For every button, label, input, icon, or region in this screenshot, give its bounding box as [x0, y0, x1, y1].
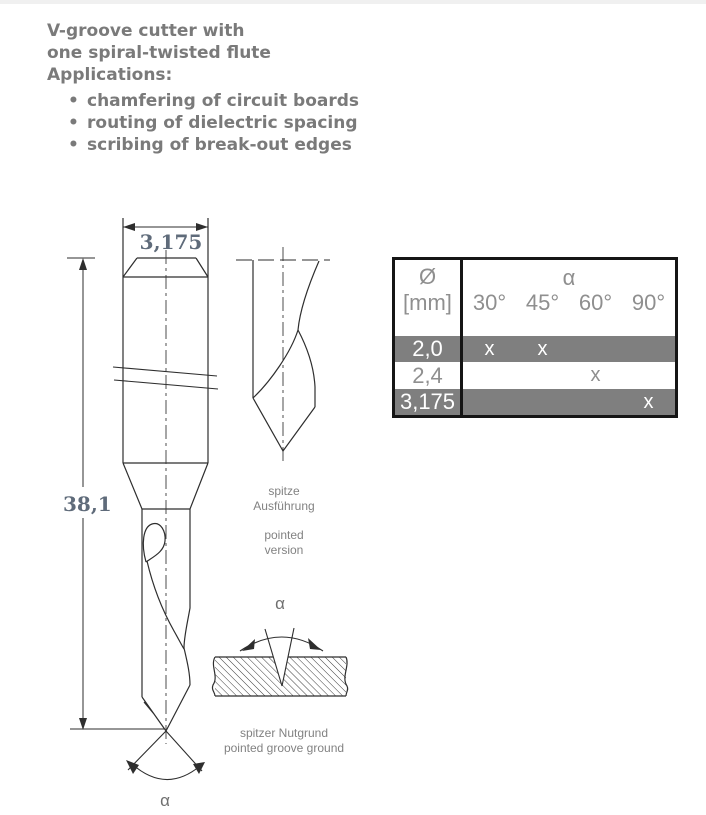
list-item: • chamfering of circuit boards — [47, 90, 359, 112]
applications-label: Applications: — [47, 65, 173, 85]
mark-cell: x — [643, 391, 654, 413]
mark-cell — [516, 389, 569, 415]
detail-caption-english: pointed version — [264, 528, 304, 557]
flute-curve — [143, 523, 165, 562]
angle-spec-table — [392, 257, 678, 418]
tip-angle — [126, 731, 205, 780]
tip-detail-view — [236, 247, 330, 464]
table-header — [395, 260, 675, 336]
mark-cell — [463, 389, 516, 415]
groove-angle-label: α — [275, 594, 285, 613]
diameter-column-header — [395, 260, 463, 336]
title-line-1: V-groove cutter with — [47, 21, 245, 41]
groove-cross-section — [212, 628, 347, 696]
mark-cell — [516, 362, 569, 389]
diameter-unit: [mm] — [403, 290, 452, 315]
detail-caption-german: spitze Ausführung — [253, 484, 315, 513]
list-item: • scribing of break-out edges — [47, 134, 359, 156]
mark-cell — [569, 389, 622, 415]
angle-values-header — [463, 290, 675, 315]
diameter-cell: 2,0 — [395, 336, 463, 362]
column-header: 30° — [472, 290, 507, 315]
column-header: 60° — [578, 290, 613, 315]
angle-columns-header — [463, 260, 675, 336]
diameter-dimension-label: 3,175 — [139, 230, 203, 254]
alpha-header: α — [562, 265, 576, 290]
mark-cell — [622, 362, 675, 389]
hatched-material — [215, 657, 346, 696]
mark-cell — [622, 336, 675, 362]
mark-cell — [463, 362, 516, 389]
column-header: 45° — [525, 290, 560, 315]
diameter-cell: 2,4 — [395, 362, 463, 389]
break-lines — [113, 367, 218, 389]
length-dimension-label: 38,1 — [63, 492, 112, 516]
mark-cell: x — [537, 338, 548, 360]
table-row — [395, 389, 675, 415]
table-row — [395, 362, 675, 389]
tip-angle-label: α — [160, 791, 170, 810]
title-line-2: one spiral-twisted flute — [47, 43, 271, 63]
groove-caption: spitzer Nutgrund pointed groove ground — [223, 726, 345, 755]
column-header: 90° — [631, 290, 666, 315]
mark-cell: x — [484, 338, 495, 360]
table-row — [395, 336, 675, 362]
diameter-symbol: Ø — [418, 264, 437, 289]
mark-cell: x — [590, 364, 601, 386]
diameter-cell: 3,175 — [395, 389, 463, 415]
list-item: • routing of dielectric spacing — [47, 112, 359, 134]
mark-cell — [569, 336, 622, 362]
